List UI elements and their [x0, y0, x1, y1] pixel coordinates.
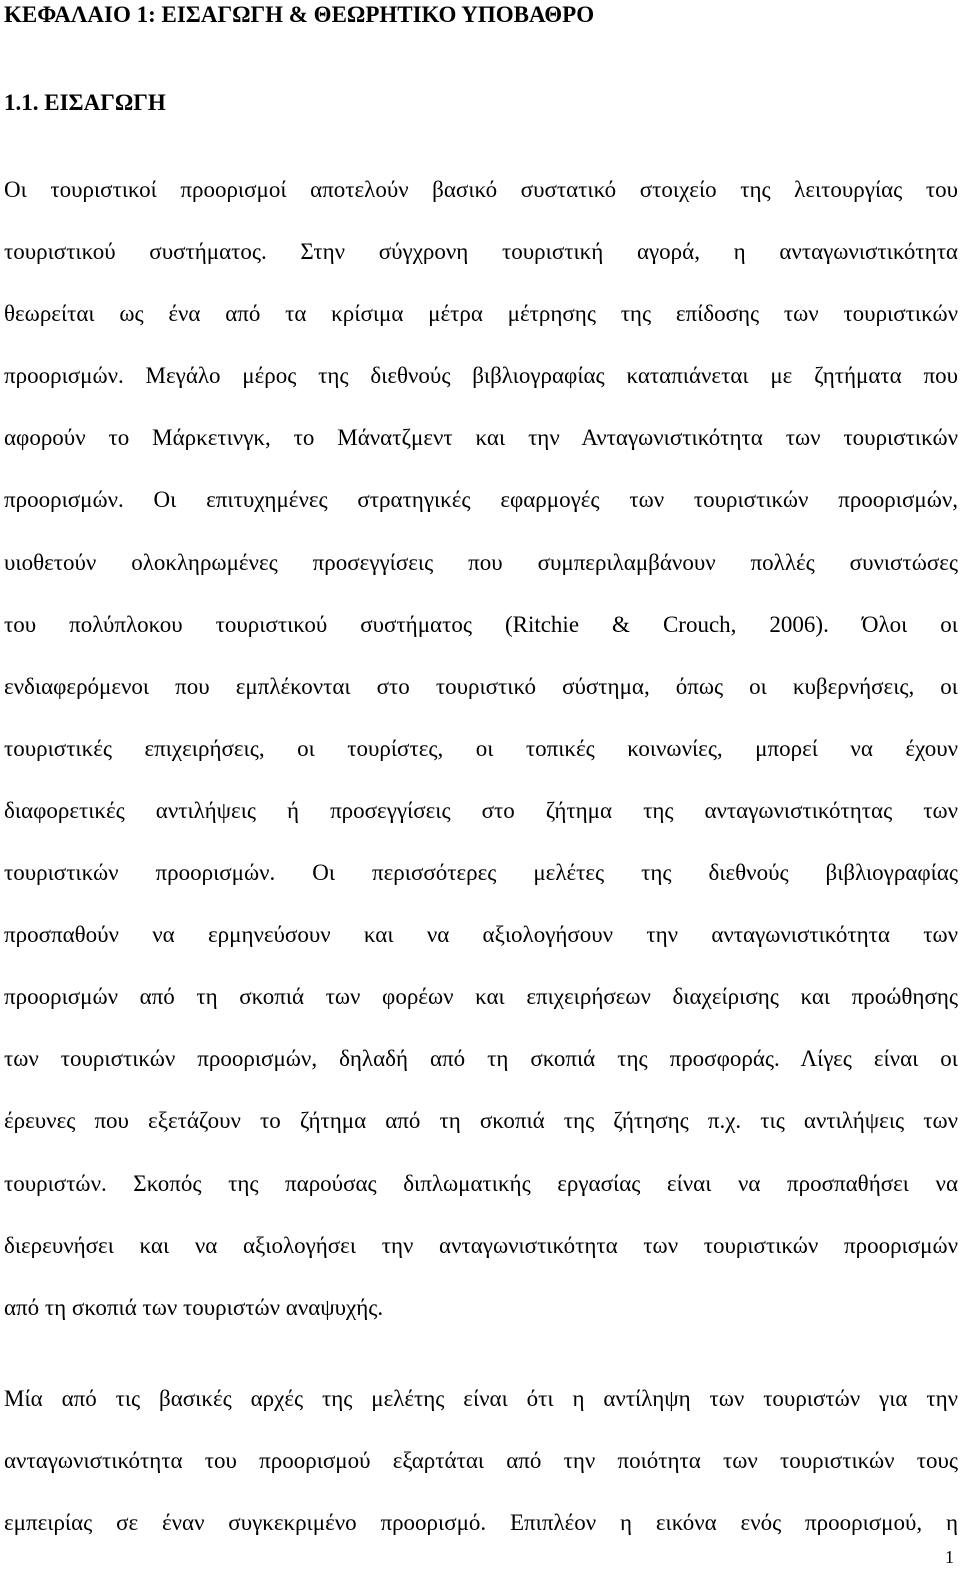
- page-number: 1: [945, 1547, 954, 1567]
- paragraph-line: προορισμών. Μεγάλο μέρος της διεθνούς βιβλιογραφίας καταπιάνεται με ζητήματα που: [4, 363, 958, 389]
- paragraph-line: εμπειρίας σε έναν συγκεκριμένο προορισμό. Επιπλέον η εικόνα ενός προορισμού, η: [4, 1510, 958, 1536]
- paragraph-line: προσπαθούν να ερμηνεύσουν και να αξιολογήσουν την ανταγωνιστικότητα των: [4, 922, 958, 948]
- paragraph-line: τουριστικών προορισμών. Οι περισσότερες μελέτες της διεθνούς βιβλιογραφίας: [4, 860, 958, 886]
- paragraph-line: ανταγωνιστικότητα του προορισμού εξαρτάται από την ποιότητα των τουριστικών τους: [4, 1448, 958, 1474]
- paragraph-line: προορισμών. Οι επιτυχημένες στρατηγικές εφαρμογές των τουριστικών προορισμών,: [4, 487, 958, 513]
- paragraph-line: τουριστικές επιχειρήσεις, οι τουρίστες, οι τοπικές κοινωνίες, μπορεί να έχουν: [4, 735, 958, 761]
- paragraph-line: διαφορετικές αντιλήψεις ή προσεγγίσεις στο ζήτημα της ανταγωνιστικότητας των: [4, 797, 958, 823]
- paragraph-line: έρευνες που εξετάζουν το ζήτημα από τη σκοπιά της ζήτησης π.χ. τις αντιλήψεις των: [4, 1108, 958, 1134]
- paragraph-line: Οι τουριστικοί προορισμοί αποτελούν βασικό συστατικό στοιχείο της λειτουργίας του: [4, 177, 958, 202]
- paragraph-line: αφορούν το Μάρκετινγκ, το Μάνατζμεντ και την Ανταγωνιστικότητα των τουριστικών: [4, 425, 958, 451]
- paragraph-line: από τη σκοπιά των τουριστών αναψυχής.: [4, 1294, 384, 1320]
- paragraph-line: προορισμών από τη σκοπιά των φορέων και επιχειρήσεων διαχείρισης και προώθησης: [4, 984, 958, 1010]
- paragraph-line: τουριστών. Σκοπός της παρούσας διπλωματικής εργασίας είναι να προσπαθήσει να: [4, 1170, 958, 1196]
- paragraph-2: [4, 1368, 958, 1554]
- paragraph-line: του πολύπλοκου τουριστικού συστήματος (Ritchie & Crouch, 2006). Όλοι οι: [4, 611, 958, 637]
- paragraph-line: Μία από τις βασικές αρχές της μελέτης είναι ότι η αντίληψη των τουριστών για την: [4, 1386, 958, 1411]
- chapter-heading: ΚΕΦΑΛΑΙΟ 1: ΕΙΣΑΓΩΓΗ & ΘΕΩΡΗΤΙΚΟ ΥΠΟΒΑΘΡΟ: [4, 2, 595, 27]
- paragraph-line: θεωρείται ως ένα από τα κρίσιμα μέτρα μέτρησης της επίδοσης των τουριστικών: [4, 301, 958, 327]
- section-heading: 1.1. ΕΙΣΑΓΩΓΗ: [4, 90, 166, 115]
- paragraph-line: των τουριστικών προορισμών, δηλαδή από τη σκοπιά της προσφοράς. Λίγες είναι οι: [4, 1046, 958, 1072]
- paragraph-line: τουριστικού συστήματος. Στην σύγχρονη τουριστική αγορά, η ανταγωνιστικότητα: [4, 239, 958, 265]
- paragraph-line: ενδιαφερόμενοι που εμπλέκονται στο τουριστικό σύστημα, όπως οι κυβερνήσεις, οι: [4, 673, 958, 699]
- paragraph-line: διερευνήσει και να αξιολογήσει την ανταγωνιστικότητα των τουριστικών προορισμών: [4, 1232, 958, 1258]
- paragraph-1: [4, 159, 958, 1339]
- paragraph-line: υιοθετούν ολοκληρωμένες προσεγγίσεις που συμπεριλαμβάνουν πολλές συνιστώσες: [4, 549, 958, 575]
